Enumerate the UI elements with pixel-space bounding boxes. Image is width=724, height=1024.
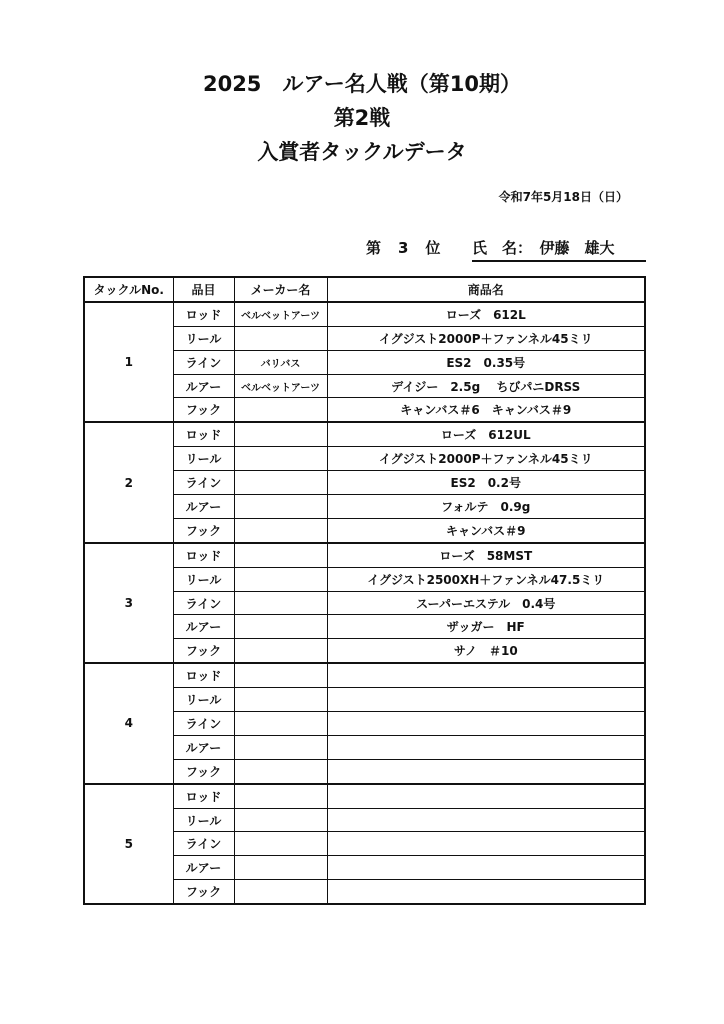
product-cell: ローズ 612L <box>327 302 645 326</box>
product-cell <box>327 663 645 687</box>
tackle-number: 2 <box>84 422 173 542</box>
table-row <box>84 663 645 687</box>
product-cell: ローズ 58MST <box>327 543 645 567</box>
item-cell: ロッド <box>173 784 234 808</box>
product-cell: サノ ＃10 <box>327 639 645 663</box>
product-cell: イグジスト2000P＋ファンネル45ミリ <box>327 326 645 350</box>
product-cell: ES2 0.2号 <box>327 471 645 495</box>
item-cell: ライン <box>173 832 234 856</box>
event-date: 令和7年5月18日（日） <box>498 190 628 204</box>
maker-cell <box>234 615 327 639</box>
item-cell: ルアー <box>173 374 234 398</box>
product-cell <box>327 808 645 832</box>
maker-cell <box>234 518 327 542</box>
header-item: 品目 <box>173 277 234 302</box>
maker-cell <box>234 808 327 832</box>
maker-cell <box>234 856 327 880</box>
item-cell: ライン <box>173 712 234 736</box>
item-cell: フック <box>173 759 234 783</box>
item-cell: リール <box>173 567 234 591</box>
header-maker: メーカー名 <box>234 277 327 302</box>
maker-cell <box>234 639 327 663</box>
tackle-table <box>83 276 646 905</box>
item-cell: ルアー <box>173 856 234 880</box>
item-cell: ロッド <box>173 422 234 446</box>
maker-cell <box>234 832 327 856</box>
maker-cell <box>234 326 327 350</box>
item-cell: リール <box>173 808 234 832</box>
tackle-group-4 <box>84 663 645 783</box>
item-cell: ロッド <box>173 302 234 326</box>
maker-cell <box>234 447 327 471</box>
maker-cell <box>234 591 327 615</box>
tackle-group-5 <box>84 784 645 904</box>
product-cell <box>327 759 645 783</box>
item-cell: ルアー <box>173 735 234 759</box>
maker-cell <box>234 543 327 567</box>
maker-cell <box>234 688 327 712</box>
maker-cell <box>234 712 327 736</box>
item-cell: フック <box>173 398 234 422</box>
item-cell: ロッド <box>173 663 234 687</box>
product-cell: ザッガー HF <box>327 615 645 639</box>
maker-cell: バリバス <box>234 350 327 374</box>
product-cell: キャンバス＃6 キャンバス＃9 <box>327 398 645 422</box>
header-product: 商品名 <box>327 277 645 302</box>
product-cell <box>327 784 645 808</box>
winner-name: 氏 名： 伊藤 雄大 <box>472 237 646 262</box>
product-cell: ES2 0.35号 <box>327 350 645 374</box>
rank-label: 第 3 位 <box>366 239 442 257</box>
product-cell: デイジー 2.5g ちびパニDRSS <box>327 374 645 398</box>
product-cell <box>327 856 645 880</box>
item-cell: リール <box>173 326 234 350</box>
maker-cell <box>234 735 327 759</box>
item-cell: フック <box>173 518 234 542</box>
maker-cell <box>234 398 327 422</box>
item-cell: フック <box>173 880 234 904</box>
tackle-number: 1 <box>84 302 173 422</box>
item-cell: ルアー <box>173 495 234 519</box>
table-row <box>84 302 645 326</box>
table-row <box>84 422 645 446</box>
maker-cell <box>234 567 327 591</box>
tackle-group-1 <box>84 302 645 422</box>
document-title: 2025 ルアー名人戦（第10期） <box>202 72 522 96</box>
table-row <box>84 543 645 567</box>
table-row <box>84 784 645 808</box>
item-cell: ライン <box>173 350 234 374</box>
maker-cell <box>234 784 327 808</box>
product-cell <box>327 880 645 904</box>
product-cell: フォルテ 0.9g <box>327 495 645 519</box>
document-subtitle: 入賞者タックルデータ <box>257 140 467 164</box>
maker-cell <box>234 495 327 519</box>
product-cell: キャンバス＃9 <box>327 518 645 542</box>
item-cell: ライン <box>173 471 234 495</box>
product-cell: イグジスト2500XH＋ファンネル47.5ミリ <box>327 567 645 591</box>
maker-cell <box>234 880 327 904</box>
tackle-number: 4 <box>84 663 173 783</box>
maker-cell <box>234 759 327 783</box>
product-cell: イグジスト2000P＋ファンネル45ミリ <box>327 447 645 471</box>
tackle-group-2 <box>84 422 645 542</box>
item-cell: フック <box>173 639 234 663</box>
header-tackle-no: タックルNo. <box>84 277 173 302</box>
round-title: 第2戦 <box>333 106 391 130</box>
product-cell: スーパーエステル 0.4号 <box>327 591 645 615</box>
item-cell: リール <box>173 447 234 471</box>
table-header-row <box>84 277 645 302</box>
maker-cell <box>234 471 327 495</box>
tackle-group-3 <box>84 543 645 663</box>
product-cell <box>327 712 645 736</box>
maker-cell <box>234 422 327 446</box>
maker-cell <box>234 663 327 687</box>
maker-cell: ベルベットアーツ <box>234 374 327 398</box>
item-cell: ルアー <box>173 615 234 639</box>
maker-cell: ベルベットアーツ <box>234 302 327 326</box>
product-cell <box>327 832 645 856</box>
item-cell: ロッド <box>173 543 234 567</box>
product-cell <box>327 735 645 759</box>
item-cell: ライン <box>173 591 234 615</box>
product-cell: ローズ 612UL <box>327 422 645 446</box>
tackle-number: 5 <box>84 784 173 904</box>
product-cell <box>327 688 645 712</box>
tackle-number: 3 <box>84 543 173 663</box>
item-cell: リール <box>173 688 234 712</box>
